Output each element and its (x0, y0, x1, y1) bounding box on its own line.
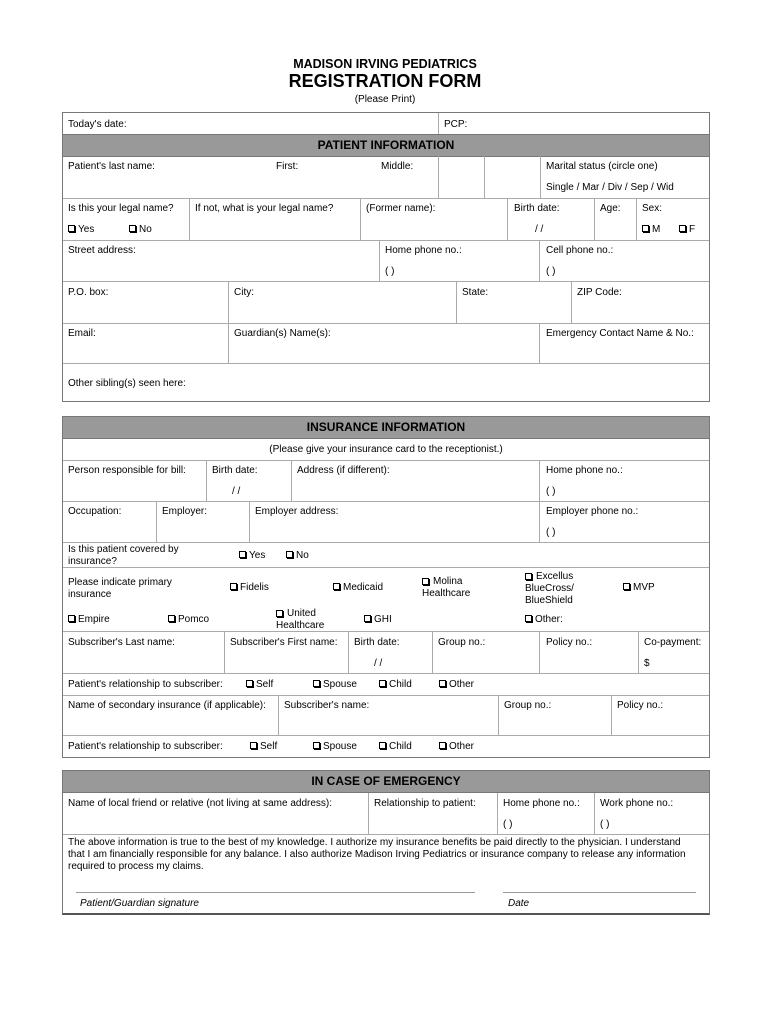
responsible-home-phone-label: Home phone no.: (546, 465, 623, 476)
mvp-option[interactable] (623, 582, 655, 594)
child-label: Child (389, 679, 412, 690)
address-if-different-label: Address (if different): (297, 465, 390, 476)
emergency-home-phone-paren: ( ) (503, 819, 513, 830)
other-relationship-option[interactable] (439, 679, 474, 691)
checkbox-icon[interactable] (313, 680, 320, 687)
secondary-self-option[interactable] (250, 741, 277, 753)
form-title: REGISTRATION FORM (288, 71, 482, 91)
subscriber-name-label: Subscriber's name: (284, 700, 370, 711)
checkbox-icon[interactable] (525, 615, 532, 622)
cell-phone-paren: ( ) (546, 266, 556, 277)
responsible-birth-date-label: Birth date: (212, 465, 258, 476)
patient-last-name-label: Patient's last name: (68, 161, 155, 172)
checkbox-icon[interactable] (246, 680, 253, 687)
guardian-names-label: Guardian(s) Name(s): (234, 328, 331, 339)
signature-line[interactable] (76, 892, 475, 893)
relationship-to-patient-label: Relationship to patient: (374, 798, 476, 809)
self-option[interactable] (246, 679, 273, 691)
checkbox-icon[interactable] (129, 225, 136, 232)
todays-date-label: Today's date: (68, 119, 127, 130)
other-insurance-option[interactable] (525, 614, 563, 626)
mvp-label: MVP (633, 582, 655, 593)
checkbox-icon[interactable] (286, 551, 293, 558)
ghi-label: GHI (374, 614, 392, 625)
emergency-section (62, 770, 710, 915)
f-label: F (689, 224, 696, 235)
pcp-label: PCP: (444, 119, 468, 130)
cell-phone-label: Cell phone no.: (546, 245, 614, 256)
subscriber-birth-date-label: Birth date: (354, 637, 400, 648)
checkbox-icon[interactable] (379, 680, 386, 687)
checkbox-icon[interactable] (250, 742, 257, 749)
date-line[interactable] (503, 892, 696, 893)
fidelis-label: Fidelis (240, 582, 269, 593)
insurance-section (62, 416, 710, 758)
checkbox-icon[interactable] (168, 615, 175, 622)
policy-number-label: Policy no.: (546, 637, 593, 648)
pomco-label: Pomco (178, 614, 210, 625)
subscriber-birth-slashes: / / (374, 658, 383, 669)
subscriber-last-name-label: Subscriber's Last name: (68, 637, 175, 648)
home-phone-paren: ( ) (385, 266, 395, 277)
pomco-option[interactable] (168, 614, 209, 626)
no-label: No (139, 224, 152, 235)
secondary-insurance-label: Name of secondary insurance (if applicable): (68, 700, 266, 711)
checkbox-icon[interactable] (439, 742, 446, 749)
spouse-option[interactable] (313, 679, 357, 691)
checkbox-icon[interactable] (679, 225, 686, 232)
birth-date-label: Birth date: (514, 203, 560, 214)
subscriber-first-name-label: Subscriber's First name: (230, 637, 338, 648)
medicaid-option[interactable] (333, 582, 383, 594)
self-label: Self (260, 741, 278, 752)
home-phone-label: Home phone no.: (385, 245, 462, 256)
co-payment-label: Co-payment: (644, 637, 702, 648)
medicaid-label: Medicaid (343, 582, 384, 593)
other-label: Other (449, 741, 475, 752)
insurance-card-note: (Please give your insurance card to the receptionist.) (269, 444, 503, 455)
emergency-contact-label: Emergency Contact Name & No.: (546, 328, 694, 339)
co-payment-dollar: $ (644, 658, 650, 669)
emergency-heading: IN CASE OF EMERGENCY (63, 771, 709, 793)
signature-label: Patient/Guardian signature (80, 898, 199, 909)
spouse-label: Spouse (323, 679, 357, 690)
street-address-label: Street address: (68, 245, 136, 256)
ghi-option[interactable] (364, 614, 392, 626)
molina-option[interactable]: Molina Healthcare (422, 576, 471, 599)
coverage-no-option[interactable] (286, 550, 309, 562)
secondary-child-option[interactable] (379, 741, 412, 753)
fidelis-option[interactable] (230, 582, 269, 594)
work-phone-paren: ( ) (600, 819, 610, 830)
checkbox-icon[interactable] (239, 551, 246, 558)
po-box-label: P.O. box: (68, 287, 109, 298)
middle-name-label: Middle: (381, 161, 414, 172)
spouse-label: Spouse (323, 741, 357, 752)
other-label: Other (449, 679, 475, 690)
responsible-home-phone-paren: ( ) (546, 486, 556, 497)
patient-section (62, 112, 710, 402)
insurance-info-heading: INSURANCE INFORMATION (63, 417, 709, 439)
child-label: Child (389, 741, 412, 752)
secondary-relationship-label: Patient's relationship to subscriber: (68, 741, 223, 752)
state-label: State: (462, 287, 489, 298)
responsible-birth-slashes: / / (232, 486, 241, 497)
secondary-spouse-option[interactable] (313, 741, 357, 753)
birth-date-slashes: / / (535, 224, 544, 235)
print-note: (Please Print) (354, 94, 416, 105)
yes-label: Yes (78, 224, 95, 235)
local-friend-label: Name of local friend or relative (not living at same address): (68, 798, 333, 809)
child-option[interactable] (379, 679, 412, 691)
checkbox-icon[interactable] (333, 583, 340, 590)
former-name-label: (Former name): (366, 203, 436, 214)
email-label: Email: (68, 328, 96, 339)
united-healthcare-option[interactable]: United Healthcare (276, 608, 325, 631)
no-label: No (296, 550, 309, 561)
date-label: Date (508, 898, 530, 909)
employer-phone-paren: ( ) (546, 527, 556, 538)
secondary-policy-label: Policy no.: (617, 700, 664, 711)
yes-label: Yes (249, 550, 266, 561)
employer-address-label: Employer address: (255, 506, 339, 517)
checkbox-icon[interactable] (364, 615, 371, 622)
marital-options[interactable]: Single / Mar / Div / Sep / Wid (546, 182, 674, 193)
sex-f-option[interactable] (679, 224, 695, 236)
checkbox-icon[interactable] (642, 225, 649, 232)
checkbox-icon[interactable] (230, 583, 237, 590)
work-phone-label: Work phone no.: (600, 798, 674, 809)
siblings-label: Other sibling(s) seen here: (68, 378, 186, 389)
other-label: Other: (535, 614, 563, 625)
legal-name-if-not-label: If not, what is your legal name? (195, 203, 334, 214)
checkbox-icon[interactable] (313, 742, 320, 749)
legal-no-option[interactable] (129, 224, 152, 236)
patient-info-heading: PATIENT INFORMATION (63, 134, 709, 157)
coverage-question: Is this patient covered by insurance? (68, 544, 179, 567)
employer-label: Employer: (162, 506, 208, 517)
secondary-group-label: Group no.: (504, 700, 552, 711)
responsible-party-label: Person responsible for bill: (68, 465, 186, 476)
m-label: M (652, 224, 661, 235)
checkbox-icon[interactable] (68, 225, 75, 232)
group-number-label: Group no.: (438, 637, 486, 648)
zip-code-label: ZIP Code: (577, 287, 622, 298)
primary-insurance-question: Please indicate primary insurance (68, 577, 172, 600)
checkbox-icon[interactable] (379, 742, 386, 749)
checkbox-icon[interactable] (68, 615, 75, 622)
authorization-statement: The above information is true to the best of my knowledge. I authorize my insurance benefits be paid directly to the physician. I understand that I am financially responsible for any balance. I also authorize Madison Irving Pediatrics or insurance company to release any information required to process my claims. (68, 837, 686, 872)
relationship-label: Patient's relationship to subscriber: (68, 679, 223, 690)
empire-label: Empire (78, 614, 110, 625)
practice-name: MADISON IRVING PEDIATRICS (293, 57, 477, 71)
marital-status-label: Marital status (circle one) (546, 161, 658, 172)
sex-m-option[interactable] (642, 224, 660, 236)
employer-phone-label: Employer phone no.: (546, 506, 639, 517)
secondary-other-option[interactable] (439, 741, 474, 753)
emergency-home-phone-label: Home phone no.: (503, 798, 580, 809)
occupation-label: Occupation: (68, 506, 122, 517)
legal-name-question: Is this your legal name? (68, 203, 174, 214)
checkbox-icon[interactable] (439, 680, 446, 687)
first-name-label: First: (276, 161, 299, 172)
excellus-option[interactable]: Excellus BlueCross/ BlueShield (525, 571, 574, 606)
checkbox-icon[interactable] (623, 583, 630, 590)
legal-yes-option[interactable] (68, 224, 94, 236)
self-label: Self (256, 679, 274, 690)
city-label: City: (234, 287, 254, 298)
coverage-yes-option[interactable] (239, 550, 265, 562)
sex-label: Sex: (642, 203, 663, 214)
age-label: Age: (600, 203, 621, 214)
empire-option[interactable] (68, 614, 110, 626)
